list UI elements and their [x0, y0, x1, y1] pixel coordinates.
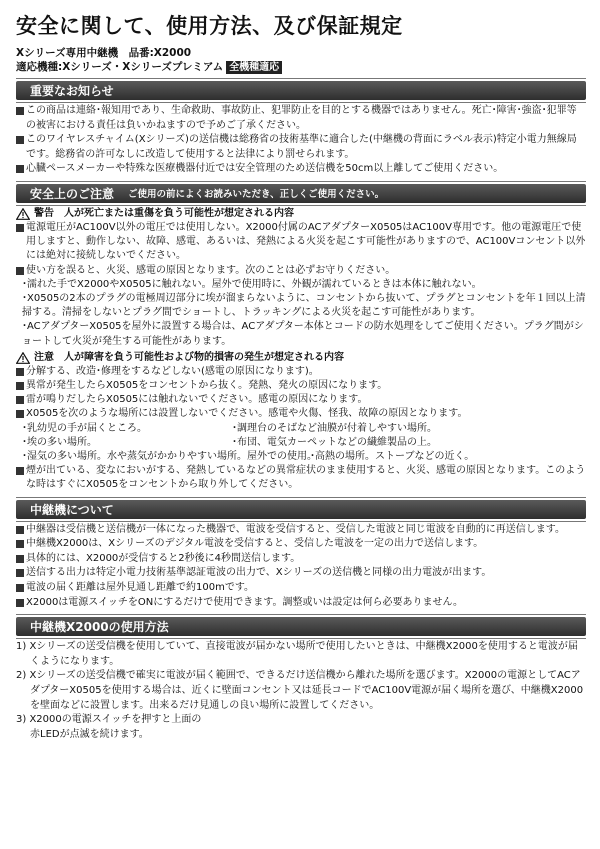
list-item: 送信する出力は特定小電力技術基準認証電波の出力で、Xシリーズの送信機と同様の出力電波が出ます。	[16, 566, 586, 581]
list-item: 中継機X2000は、Xシリーズのデジタル電波を受信すると、受信した電波を一定の出力で送信します。	[16, 537, 586, 552]
product-name: Xシリーズ専用中継機 品番:X2000	[16, 47, 192, 59]
warning-label: 警告 人が死亡または重傷を負う可能性が想定される内容	[34, 207, 294, 219]
square-bullet-icon	[16, 267, 24, 275]
list-item: 使い方を誤ると、火災、感電の原因となります。次のことは必ずお守りください。	[16, 264, 586, 278]
product-info	[16, 46, 586, 74]
square-bullet-icon	[16, 396, 24, 404]
section-note: ご使用の前によくお読みいただき、正しくご使用ください。	[128, 189, 385, 201]
numbered-item-continuation: 赤LEDが点滅を続けます。	[30, 728, 149, 740]
caution-triangle-icon	[16, 352, 30, 364]
warning-list	[16, 221, 586, 349]
square-bullet-icon	[16, 165, 24, 173]
section-title: 安全上のご注意	[30, 186, 115, 201]
list-item: この商品は連絡･報知用であり、生命救助、事故防止、犯罪防止を目的とする機器ではありません。死亡･障害･強盗･犯罪等の被害における責任は負いかねますので予めご了承ください。	[16, 104, 586, 133]
list-item: 分解する、改造･修理をするなどしない(感電の原因になります)。	[16, 365, 586, 379]
numbered-item: 1) Xシリーズの送受信機を使用していて、直接電波が届かない場所で使用したいときは、中継機X2000を使用すると電波が届くようになります。	[16, 641, 578, 667]
list-item: 具体的には、X2000が受信すると2秒後に4秒間送信します。	[16, 552, 586, 567]
list-item: 心臓ペースメーカーや特殊な医療機器付近では安全管理のため送信機を50cm以上離してご使用ください。	[16, 162, 586, 177]
sub-item: ･濡れた手でX2000やX0505に触れない。屋外で使用時に、外観が濡れているときは本体に触れない。	[22, 278, 482, 290]
square-bullet-icon	[16, 526, 24, 534]
sub-item: ･ACアダプターX0505を屋外に設置する場合は、ACアダプター本体とコードの防水処理をしてご使用ください。プラグ間がショートして火災が発生する可能性があります。	[22, 321, 584, 347]
warning-triangle-icon	[16, 208, 30, 220]
place-item: ･乳幼児の手が届くところ。	[22, 422, 147, 434]
places-grid	[16, 422, 586, 465]
square-bullet-icon	[16, 599, 24, 607]
usage-list	[16, 640, 586, 742]
square-bullet-icon	[16, 410, 24, 418]
sub-item: ･X0505の2本のプラグの電極周辺部分に埃が溜まらないように、コンセントから抜いて、プラグとコンセントを年１回以上清掃する。清掃をしないとプラグ間でショートし、トラッキングによる火災を起こす可能性があります。	[22, 292, 586, 319]
square-bullet-icon	[16, 584, 24, 592]
place-item: ･湿気の多い場所。水や蒸気がかかりやすい場所。屋外での使用。	[22, 451, 317, 463]
square-bullet-icon	[16, 136, 24, 144]
list-item: このワイヤレスチャイム(Xシリーズ)の送信機は総務省の技術基準に適合した(中継機の背面にラベル表示)特定小電力無線局です。総務省の許可なしに改造して使用すると法律により罰せられます。	[16, 133, 586, 162]
caution-heading	[16, 351, 586, 365]
list-item: X2000は電源スイッチをONにするだけで使用できます。調整或いは設定は何ら必要ありません。	[16, 596, 586, 611]
caution-label: 注意 人が障害を負う可能性および物的損害の発生が想定される内容	[34, 351, 344, 363]
page-title: 安全に関して、使用方法、及び保証規定	[16, 14, 403, 38]
section-header-usage	[16, 617, 586, 636]
list-item: 雷が鳴りだしたらX0505には触れないでください。感電の原因になります。	[16, 393, 586, 407]
square-bullet-icon	[16, 467, 24, 475]
section-header-notice	[16, 81, 586, 100]
list-item: 煙が出ている、変なにおいがする、発熱しているなどの異常症状のまま使用すると、火災、感電の原因となります。このような時はすぐにX0505をコンセントから取り外してください。	[16, 464, 586, 492]
list-item: 異常が発生したらX0505をコンセントから抜く。発熱、発火の原因になります。	[16, 379, 586, 393]
square-bullet-icon	[16, 224, 24, 232]
list-item: 電波の届く距離は屋外見通し距離で約100mです。	[16, 581, 586, 596]
square-bullet-icon	[16, 569, 24, 577]
compatible-models	[16, 60, 586, 74]
square-bullet-icon	[16, 540, 24, 548]
place-item: ･布団、電気カーペットなどの繊維製品の上。	[232, 436, 437, 448]
place-item: ･高熱の場所。ストーブなどの近く。	[310, 451, 475, 463]
caution-list	[16, 365, 586, 493]
list-item: 中継器は受信機と送信機が一体になった機器で、電波を受信すると、受信した電波と同じ電波を自動的に再送信します。	[16, 523, 586, 538]
square-bullet-icon	[16, 107, 24, 115]
all-models-badge: 全機種適応	[226, 61, 282, 74]
section-title: 中継機について	[30, 502, 114, 517]
section-title: 中継機X2000の使用方法	[30, 620, 169, 635]
list-item: 電源電圧がAC100V以外の電圧では使用しない。X2000付属のACアダプターX0505はAC100V専用です。他の電源電圧で使用しますと、動作しない、故障、感電、あるいは、発熱による火災を起こす可能性がありますので、AC100Vコンセント以外には絶対に接続しないでください。	[16, 221, 586, 264]
square-bullet-icon	[16, 368, 24, 376]
notice-list	[16, 104, 586, 177]
relay-list	[16, 523, 586, 611]
numbered-item: 2) Xシリーズの送受信機で確実に電波が届く範囲で、できるだけ送信機から離れた場所を選びます。X2000の電源としてACアダプターX0505を使用する場合は、近くに壁面コンセント又は延長コードでAC100V電源が届く場所を選び、中継機X2000を壁面などに設置します。出来るだけ見通しの良い場所に設置してください。	[16, 670, 584, 711]
square-bullet-icon	[16, 555, 24, 563]
section-header-safety	[16, 184, 586, 203]
place-item: ･埃の多い場所。	[22, 436, 97, 448]
list-item: X0505を次のような場所には設置しないでください。感電や火傷、怪我、故障の原因となります。	[16, 407, 586, 421]
square-bullet-icon	[16, 382, 24, 390]
numbered-item: 3) X2000の電源スイッチを押すと上面の	[16, 714, 202, 726]
warning-heading	[16, 207, 586, 221]
section-title: 重要なお知らせ	[30, 84, 114, 98]
section-header-relay	[16, 500, 586, 519]
compatible-models-text: 適応機種:Xシリーズ・Xシリーズプレミアム	[16, 61, 224, 73]
place-item: ･調理台のそばなど油膜が付着しやすい場所。	[232, 422, 437, 434]
